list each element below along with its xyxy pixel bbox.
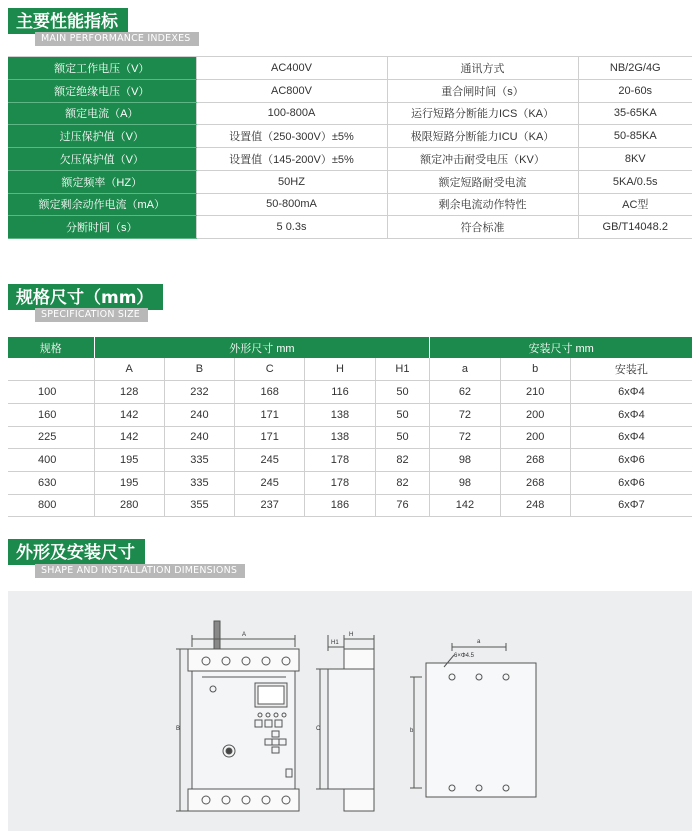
spec-cell: 6xΦ4 xyxy=(570,403,692,426)
dim-label-b: b xyxy=(410,728,414,734)
spec-cell: 335 xyxy=(164,471,234,494)
dim-label-C: C xyxy=(316,726,321,732)
dim-label-A: A xyxy=(242,632,247,638)
spec-cell: 248 xyxy=(500,494,570,517)
spec-cell: 186 xyxy=(305,494,375,517)
spec-row-model: 800 xyxy=(8,494,94,517)
performance-row xyxy=(8,170,692,193)
spec-cell: 335 xyxy=(164,449,234,472)
performance-value-2: 50-85KA xyxy=(578,125,692,148)
spec-row xyxy=(8,403,692,426)
performance-label: 额定频率（HZ） xyxy=(8,170,196,193)
spec-cell: 128 xyxy=(94,381,164,404)
spec-cell: 76 xyxy=(375,494,430,517)
spec-cell: 142 xyxy=(94,403,164,426)
performance-value-2: 20-60s xyxy=(578,79,692,102)
spec-row xyxy=(8,471,692,494)
spec-cell: 142 xyxy=(430,494,500,517)
spec-cell: 82 xyxy=(375,471,430,494)
spec-subheader: H1 xyxy=(375,358,430,381)
performance-label: 额定剩余动作电流（mA） xyxy=(8,193,196,216)
spec-cell: 268 xyxy=(500,449,570,472)
spec-header-install: 安装尺寸 mm xyxy=(430,337,692,358)
spec-cell: 280 xyxy=(94,494,164,517)
spec-cell: 200 xyxy=(500,426,570,449)
spec-row xyxy=(8,494,692,517)
side-view xyxy=(316,635,374,811)
spec-cell: 50 xyxy=(375,403,430,426)
performance-label-2: 额定冲击耐受电压（KV） xyxy=(387,148,578,171)
spec-cell: 116 xyxy=(305,381,375,404)
performance-value: 100-800A xyxy=(196,102,387,125)
spec-row xyxy=(8,381,692,404)
performance-label-2: 重合闸时间（s） xyxy=(387,79,578,102)
spec-subheader: 安装孔 xyxy=(570,358,692,381)
spec-cell: 245 xyxy=(235,449,305,472)
dim-label-H: H xyxy=(349,632,354,638)
performance-table xyxy=(8,56,692,239)
spec-cell: 50 xyxy=(375,426,430,449)
performance-label-2: 通讯方式 xyxy=(387,57,578,80)
spec-subheader: a xyxy=(430,358,500,381)
spec-cell: 50 xyxy=(375,381,430,404)
performance-label: 额定绝缘电压（V） xyxy=(8,79,196,102)
spec-row xyxy=(8,449,692,472)
spec-cell: 240 xyxy=(164,426,234,449)
spec-subheader: H xyxy=(305,358,375,381)
performance-row xyxy=(8,148,692,171)
spec-row-model: 630 xyxy=(8,471,94,494)
spec-cell: 240 xyxy=(164,403,234,426)
spec-row-model: 400 xyxy=(8,449,94,472)
spec-cell: 168 xyxy=(235,381,305,404)
performance-row xyxy=(8,57,692,80)
spec-cell: 138 xyxy=(305,426,375,449)
spec-cell: 245 xyxy=(235,471,305,494)
spec-cell: 6xΦ7 xyxy=(570,494,692,517)
performance-label: 额定电流（A） xyxy=(8,102,196,125)
performance-label-2: 额定短路耐受电流 xyxy=(387,170,578,193)
spec-cell: 6xΦ4 xyxy=(570,381,692,404)
spec-cell: 232 xyxy=(164,381,234,404)
performance-section-subtitle: MAIN PERFORMANCE INDEXES xyxy=(35,32,199,46)
spec-row-model: 100 xyxy=(8,381,94,404)
spec-section-title: 规格尺寸（mm） xyxy=(8,284,163,310)
performance-row xyxy=(8,102,692,125)
spec-cell: 210 xyxy=(500,381,570,404)
spec-cell: 6xΦ6 xyxy=(570,449,692,472)
spec-table xyxy=(8,337,692,517)
spec-cell: 178 xyxy=(305,449,375,472)
spec-cell: 98 xyxy=(430,449,500,472)
performance-value-2: GB/T14048.2 xyxy=(578,216,692,239)
performance-value-2: 35-65KA xyxy=(578,102,692,125)
spec-row xyxy=(8,426,692,449)
spec-cell: 355 xyxy=(164,494,234,517)
performance-label: 欠压保护值（V） xyxy=(8,148,196,171)
spec-cell: 72 xyxy=(430,426,500,449)
dimension-diagram-panel xyxy=(8,591,692,831)
performance-row xyxy=(8,125,692,148)
performance-label-2: 极限短路分断能力ICU（KA） xyxy=(387,125,578,148)
spec-cell: 195 xyxy=(94,449,164,472)
spec-row-model: 160 xyxy=(8,403,94,426)
front-view xyxy=(176,621,299,811)
spec-cell: 200 xyxy=(500,403,570,426)
performance-value-2: 5KA/0.5s xyxy=(578,170,692,193)
spec-cell: 82 xyxy=(375,449,430,472)
spec-subheader: C xyxy=(235,358,305,381)
performance-value-2: NB/2G/4G xyxy=(578,57,692,80)
performance-label-2: 剩余电流动作特性 xyxy=(387,193,578,216)
spec-row-model: 225 xyxy=(8,426,94,449)
dim-label-H1: H1 xyxy=(331,640,339,646)
spec-header-spec: 规格 xyxy=(8,337,94,358)
spec-subheader: b xyxy=(500,358,570,381)
performance-value: AC800V xyxy=(196,79,387,102)
performance-value-2: AC型 xyxy=(578,193,692,216)
spec-cell: 268 xyxy=(500,471,570,494)
performance-row xyxy=(8,216,692,239)
performance-label: 额定工作电压（V） xyxy=(8,57,196,80)
performance-label: 过压保护值（V） xyxy=(8,125,196,148)
spec-cell: 195 xyxy=(94,471,164,494)
performance-value: 5 0.3s xyxy=(196,216,387,239)
spec-cell: 178 xyxy=(305,471,375,494)
spec-cell: 171 xyxy=(235,403,305,426)
spec-cell: 62 xyxy=(430,381,500,404)
performance-label-2: 运行短路分断能力ICS（KA） xyxy=(387,102,578,125)
mounting-view xyxy=(410,643,536,797)
spec-header-outer: 外形尺寸 mm xyxy=(94,337,430,358)
performance-row xyxy=(8,193,692,216)
performance-value: 设置值（145-200V）±5% xyxy=(196,148,387,171)
dim-label-a: a xyxy=(477,639,481,645)
shape-section-subtitle: SHAPE AND INSTALLATION DIMENSIONS xyxy=(35,564,245,578)
shape-section-title: 外形及安装尺寸 xyxy=(8,539,145,565)
performance-row xyxy=(8,79,692,102)
spec-cell: 237 xyxy=(235,494,305,517)
spec-subheader-empty xyxy=(8,358,94,381)
spec-cell: 6xΦ6 xyxy=(570,471,692,494)
spec-cell: 138 xyxy=(305,403,375,426)
spec-cell: 142 xyxy=(94,426,164,449)
performance-value: 50HZ xyxy=(196,170,387,193)
dimension-drawing xyxy=(8,591,692,831)
spec-subheader: A xyxy=(94,358,164,381)
dim-label-B: B xyxy=(176,726,181,732)
performance-value: 50-800mA xyxy=(196,193,387,216)
spec-cell: 6xΦ4 xyxy=(570,426,692,449)
performance-label-2: 符合标准 xyxy=(387,216,578,239)
spec-cell: 171 xyxy=(235,426,305,449)
performance-value: AC400V xyxy=(196,57,387,80)
performance-section-title: 主要性能指标 xyxy=(8,8,128,34)
hole-label: 6×Φ4.5 xyxy=(454,653,474,659)
performance-label: 分断时间（s） xyxy=(8,216,196,239)
spec-section-subtitle: SPECIFICATION SIZE xyxy=(35,308,148,322)
performance-value: 设置值（250-300V）±5% xyxy=(196,125,387,148)
spec-cell: 98 xyxy=(430,471,500,494)
performance-value-2: 8KV xyxy=(578,148,692,171)
spec-cell: 72 xyxy=(430,403,500,426)
spec-subheader: B xyxy=(164,358,234,381)
